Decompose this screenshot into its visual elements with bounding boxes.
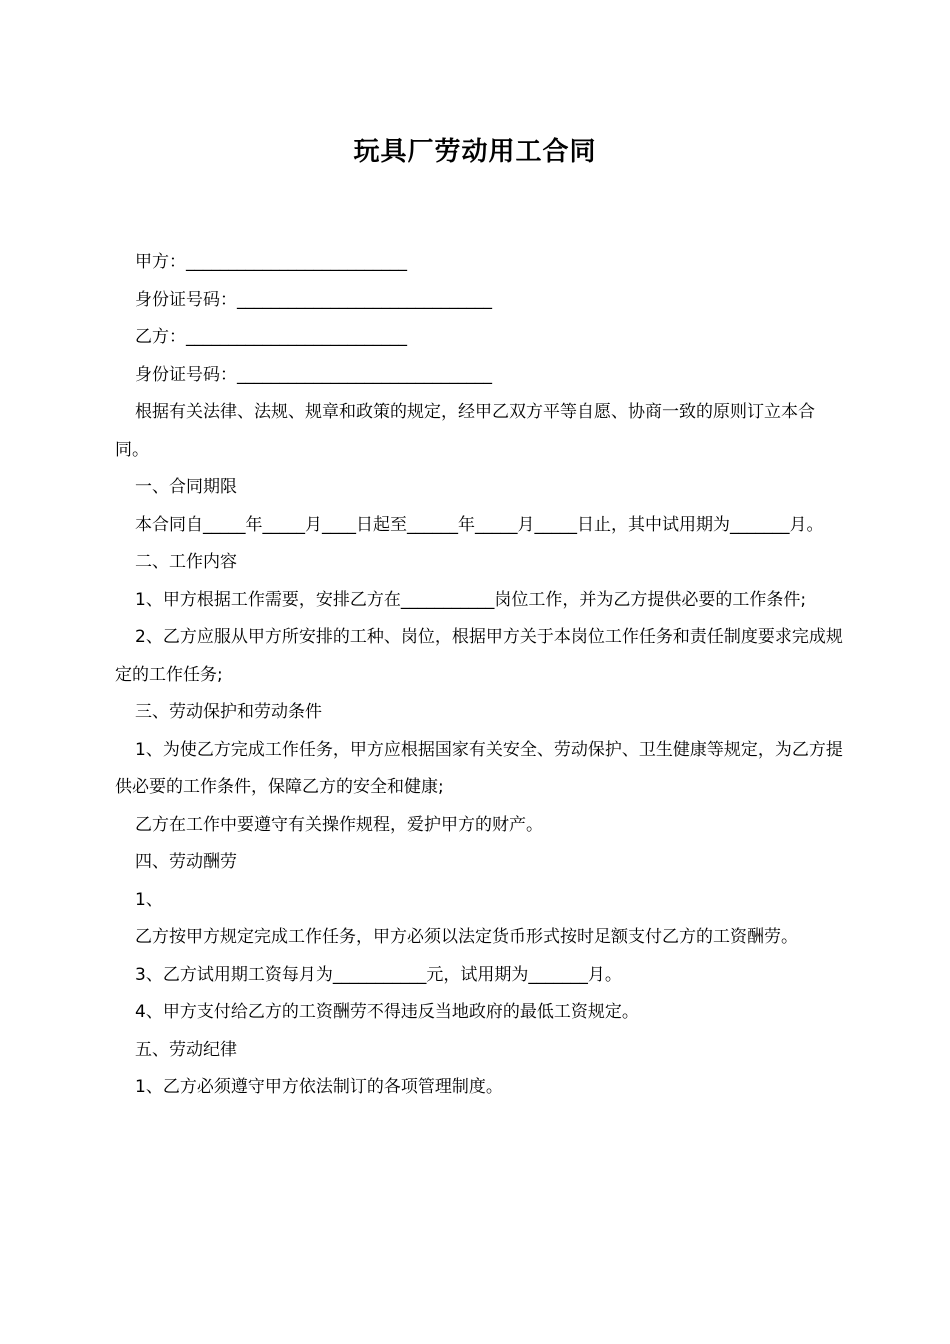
section-heading-term: 一、合同期限 xyxy=(135,477,237,497)
pay-clause-3: 3、乙方试用期工资每月为___________元，试用期为_______月。 xyxy=(135,964,622,985)
document-body xyxy=(115,244,845,1107)
pay-clause-1: 乙方按甲方规定完成工作任务，甲方必须以法定货币形式按时足额支付乙方的工资酬劳。 xyxy=(135,927,798,947)
work-clause-1: 1、甲方根据工作需要，安排乙方在___________岗位工作，并为乙方提供必要的工作条件; xyxy=(135,589,807,610)
term-paragraph: 本合同自_____年_____月____日起至______年_____月_____日止，其中试用期为_______月。 xyxy=(135,514,824,535)
section-heading-discipline: 五、劳动纪律 xyxy=(135,1039,237,1060)
section-heading-work: 二、工作内容 xyxy=(135,552,237,572)
party-b-id-line: 身份证号码：______________________________ xyxy=(135,364,492,385)
section-heading-pay: 四、劳动酬劳 xyxy=(135,852,237,872)
protection-clause-1: 1、为使乙方完成工作任务，甲方应根据国家有关安全、劳动保护、卫生健康等规定，为乙方提供必要的工作条件，保障乙方的安全和健康; xyxy=(115,739,843,797)
party-a-line: 甲方：__________________________ xyxy=(135,252,407,272)
pay-clause-1-number: 1、 xyxy=(135,889,163,910)
party-a-id-line: 身份证号码：______________________________ xyxy=(135,289,492,310)
protection-clause-2: 乙方在工作中要遵守有关操作规程，爱护甲方的财产。 xyxy=(135,814,543,835)
pay-clause-4: 4、甲方支付给乙方的工资酬劳不得违反当地政府的最低工资规定。 xyxy=(135,1002,639,1022)
section-heading-protection: 三、劳动保护和劳动条件 xyxy=(135,702,322,722)
work-clause-2: 2、乙方应服从甲方所安排的工种、岗位，根据甲方关于本岗位工作任务和责任制度要求完成规定的工作任务; xyxy=(115,627,843,685)
document-title: 玩具厂劳动用工合同 xyxy=(353,137,597,167)
preamble-paragraph: 根据有关法律、法规、规章和政策的规定，经甲乙双方平等自愿、协商一致的原则订立本合同。 xyxy=(115,402,815,460)
discipline-clause-1: 1、乙方必须遵守甲方依法制订的各项管理制度。 xyxy=(135,1077,503,1097)
party-b-line: 乙方：__________________________ xyxy=(135,327,407,347)
